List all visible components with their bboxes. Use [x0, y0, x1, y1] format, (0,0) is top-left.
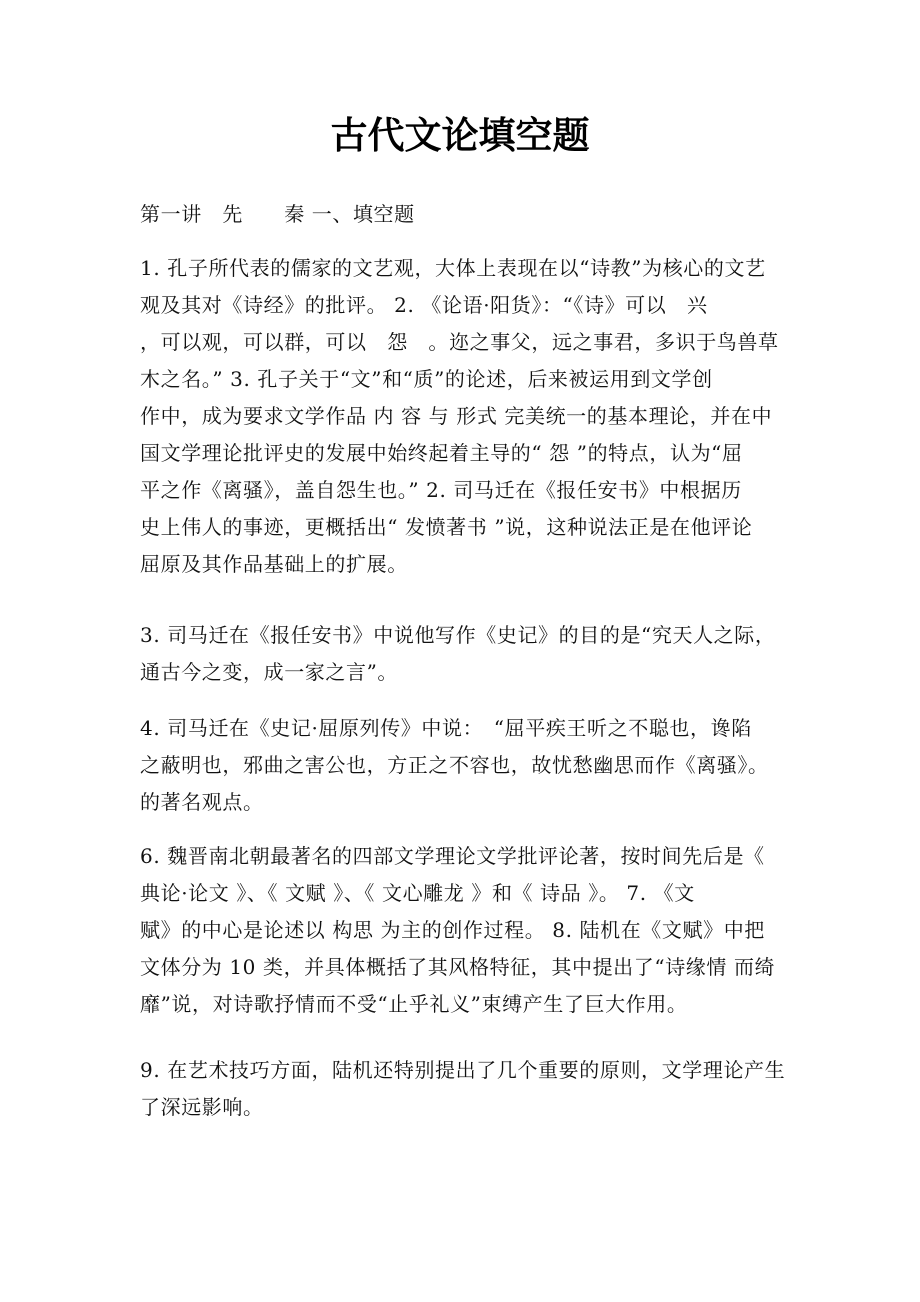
paragraph-4	[140, 838, 785, 1023]
paragraph-line: 6. 魏晋南北朝最著名的四部文学理论文学批评论著，按时间先后是《	[140, 844, 765, 868]
section-heading-text: 第一讲 先 秦 一、填空题	[140, 202, 415, 226]
paragraph-line: 作中，成为要求文学作品 内 容 与 形式 完美统一的基本理论，并在中	[140, 404, 773, 428]
paragraph-line: 靡”说，对诗歌抒情而不受“止乎礼义”束缚产生了巨大作用。	[140, 992, 688, 1016]
paragraph-line: 的著名观点。	[140, 790, 264, 814]
paragraph-line: 通古今之变，成一家之言”。	[140, 660, 399, 684]
paragraph-line: 史上伟人的事迹，更概括出“ 发愤著书 ”说，这种说法正是在他评论	[140, 515, 753, 539]
section-heading	[140, 196, 785, 233]
paragraph-5	[140, 1052, 785, 1126]
document-title: 古代文论填空题	[330, 114, 590, 157]
paragraph-line: 平之作《离骚》，盖自怨生也。” 2. 司马迁在《报任安书》中根据历	[140, 478, 742, 502]
paragraph-line: 了深远影响。	[140, 1095, 264, 1119]
paragraph-line: 1. 孔子所代表的儒家的文艺观，大体上表现在以“诗教”为核心的文艺	[140, 256, 766, 280]
paragraph-line: 典论·论文 》、《 文赋 》、《 文心雕龙 》和《 诗品 》。 7. 《文	[140, 881, 695, 905]
paragraph-line: 9. 在艺术技巧方面，陆机还特别提出了几个重要的原则，文学理论产生	[140, 1058, 786, 1082]
paragraph-2	[140, 617, 785, 691]
paragraph-line: 木之名。” 3. 孔子关于“文”和“质”的论述，后来被运用到文学创	[140, 367, 713, 391]
paragraph-line: 国文学理论批评史的发展中始终起着主导的“ 怨 ”的特点，认为“屈	[140, 441, 743, 465]
paragraph-line: 文体分为 10 类，并具体概括了其风格特征，其中提出了“诗缘情 而绮	[140, 955, 776, 979]
paragraph-line: 赋》的中心是论述以 构思 为主的创作过程。 8. 陆机在《文赋》中把	[140, 918, 765, 942]
paragraph-line: 之蔽明也，邪曲之害公也，方正之不容也，故忧愁幽思而作《离骚》。	[140, 753, 769, 777]
paragraph-line: ，可以观，可以群，可以 怨 。迩之事父，远之事君，多识于鸟兽草	[140, 330, 779, 354]
paragraph-line: 观及其对《诗经》的批评。 2. 《论语·阳货》：“《诗》可以 兴	[140, 293, 708, 317]
paragraph-1	[140, 250, 785, 583]
paragraph-line: 3. 司马迁在《报任安书》中说他写作《史记》的目的是“究天人之际，	[140, 623, 776, 647]
paragraph-line: 屈原及其作品基础上的扩展。	[140, 552, 408, 576]
paragraph-3	[140, 710, 785, 821]
paragraph-line: 4. 司马迁在《史记·屈原列传》中说： “屈平疾王听之不聪也，谗陷	[140, 716, 752, 740]
